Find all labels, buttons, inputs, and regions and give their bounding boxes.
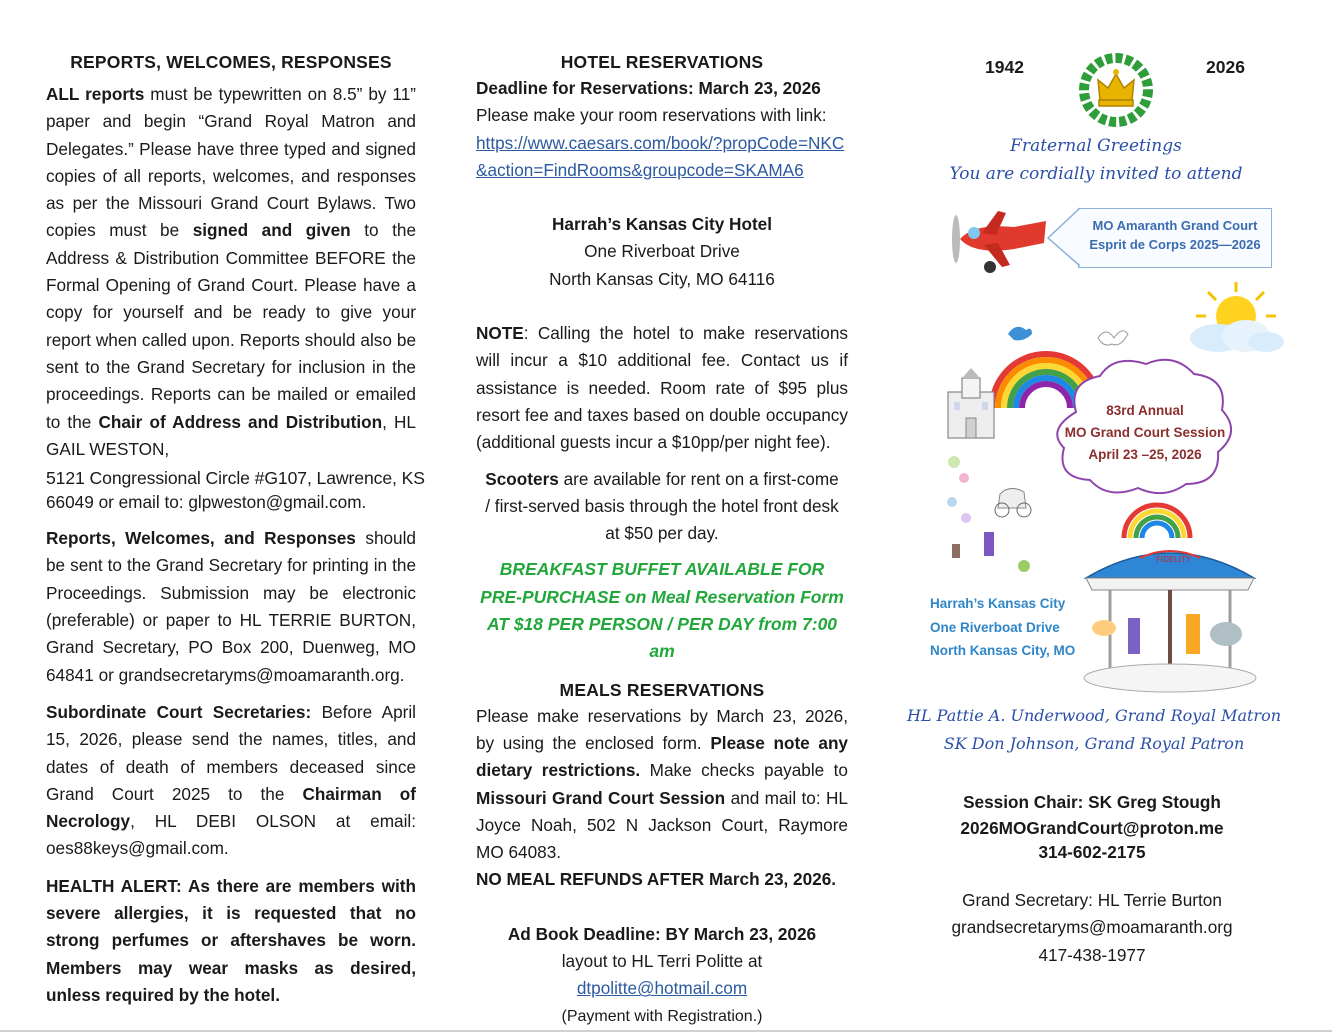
ad-book-line [476, 948, 848, 1003]
meal-refunds: NO MEAL REFUNDS AFTER March 23, 2026. [476, 869, 837, 890]
venue-line-3: North Kansas City, MO [930, 643, 1076, 658]
note-text: : Calling the hotel to make reservations will incur a $10 additional fee. Contact us if assistance is needed. Room rate of $95 plus resort fee and taxes based on double occupancy (additional guests incur a $10pp/per night fee). [476, 323, 848, 453]
greeting-line-1: Fraternal Greetings [1010, 136, 1182, 156]
grand-secretary-phone: 417-438-1977 [1038, 944, 1146, 965]
ad-email-link[interactable]: dtpolitte@hotmail.com [576, 978, 748, 999]
scooters-label: Scooters [485, 468, 559, 489]
venue-line-2: One Riverboat Drive [930, 619, 1060, 635]
secretaries-paragraph [46, 699, 416, 863]
cloud-line-2: MO Grand Court Session [1064, 425, 1226, 440]
reports-text-3: , HL GAIL WESTON, [46, 411, 416, 459]
scooters-paragraph [476, 466, 848, 548]
payable-label: Missouri Grand Court Session [476, 787, 726, 808]
meals-text-2: Make checks payable to [640, 760, 848, 781]
reports-paragraph [46, 81, 416, 463]
hotel-deadline: Deadline for Reservations: March 23, 2026 [476, 78, 821, 98]
session-chair-phone: 314-602-2175 [1038, 842, 1146, 862]
ad-book-text: layout to HL Terri Politte at [561, 951, 763, 972]
carousel-icon [1080, 538, 1260, 694]
secretaries-label: Subordinate Court Secretaries: [46, 701, 312, 722]
right-column [900, 0, 1284, 1000]
meals-text-3: and mail to: HL Joyce Noah, 502 N Jackson Court, Raymore MO 64083. [476, 787, 848, 863]
secretaries-text-1: Before April 15, 2026, please send the names, titles, and dates of death of members deceased since Grand Court 2025 to the [46, 701, 416, 804]
scooters-text: are available for rent on a first-come / first-served basis through the hotel front desk at $50 per day. [485, 468, 839, 544]
sun-with-cloud-icon [1184, 278, 1288, 358]
grand-royal-matron: HL Pattie A. Underwood, Grand Royal Matron [906, 706, 1282, 725]
breakfast-line-3: AT $18 PER PERSON / PER DAY from 7:00 am [486, 614, 838, 662]
hotel-address-1: One Riverboat Drive [584, 241, 740, 262]
reports-text-1: must be typewritten on 8.5” by 11” paper and begin “Grand Royal Matron and Delegates.” Please have three typed and signed copies of all reports, welcomes, and responses as per the Missouri Grand Court Bylaws. Two copies must be [46, 84, 417, 241]
middle-column [476, 52, 848, 1030]
welcomes-label: Reports, Welcomes, and Responses [46, 528, 356, 549]
reports-heading: REPORTS, WELCOMES, RESPONSES [70, 52, 392, 72]
chair-address-label: Chair of Address and Distribution [98, 411, 383, 432]
fidelity-label: FIDELITY [1156, 555, 1191, 564]
session-chair-email: 2026MOGrandCourt@proton.me [960, 818, 1224, 838]
event-banner [1078, 208, 1272, 268]
session-chair: Session Chair: SK Greg Stough [963, 792, 1221, 812]
note-paragraph [476, 320, 848, 456]
small-rainbow-icon [1120, 498, 1194, 538]
cloud-line-1: 83rd Annual [1106, 403, 1184, 418]
wreath-crown-emblem-icon [1076, 52, 1156, 128]
meals-heading: MEALS RESERVATIONS [559, 679, 765, 700]
signed-given-label: signed and given [192, 220, 351, 241]
weston-email-line: 66049 or email to: glpweston@gmail.com. [46, 492, 367, 513]
welcomes-text: should be sent to the Grand Secretary for printing in the Proceedings. Submission may be electronic (preferable) or paper to HL TERRIE BURTON, Grand Secretary, PO Box 200, Duenweg, MO 64841 or grandsecretaryms@moamaranth.org. [46, 528, 416, 685]
hotel-heading: HOTEL RESERVATIONS [560, 52, 764, 72]
secretaries-text-2: , HL DEBI OLSON at email: oes88keys@gmail.com. [46, 811, 416, 859]
left-column [46, 52, 425, 1009]
cloud-text [1050, 400, 1240, 466]
breakfast-block [476, 556, 848, 665]
necrology-label: Chairman of Necrology [46, 783, 416, 832]
grand-secretary-block [900, 887, 1284, 969]
ad-payment-note: (Payment with Registration.) [561, 1007, 763, 1025]
reservation-link-line-1[interactable]: https://www.caesars.com/book/?propCode=NKC [476, 132, 845, 153]
breakfast-line-2: PRE-PURCHASE on Meal Reservation Form [480, 586, 844, 607]
meals-paragraph [476, 703, 848, 867]
hotel-name: Harrah’s Kansas City Hotel [551, 214, 772, 235]
castle-icon [942, 368, 1000, 440]
meals-text-1: Please make reservations by March 23, 2026, by using the enclosed form. [476, 705, 848, 753]
grand-secretary-email: grandsecretaryms@moamaranth.org [951, 917, 1233, 938]
weston-address: 5121 Congressional Circle #G107, Lawrence, KS [46, 468, 425, 489]
all-reports-label: ALL reports [46, 84, 145, 104]
hotel-address-2: North Kansas City, MO 64116 [549, 268, 775, 289]
red-airplane-icon [934, 205, 1054, 277]
banner-line-1: MO Amaranth Grand Court [1092, 218, 1258, 233]
banner-line-2: Esprit de Corps 2025—2026 [1089, 237, 1261, 252]
note-label: NOTE [476, 323, 524, 344]
venue-text [930, 592, 1075, 663]
health-alert: HEALTH ALERT: As there are members with severe allergies, it is requested that no strong perfumes or aftershaves be worn. Members may wear masks as desired, unless required by the hotel. [46, 875, 416, 1005]
banner-tail-icon [1046, 206, 1082, 268]
reports-text-2: to the Address & Distribution Committee BEFORE the Formal Opening of Grand Court. Please have a copy for yourself and be ready to give your report when called upon. Reports should also be sent to the Grand Secretary for inclusion in the proceedings. Reports can be mailed or emailed to the [46, 220, 417, 432]
welcomes-paragraph [46, 525, 416, 689]
reservation-link-block [476, 130, 848, 185]
greeting-line-2: You are cordially invited to attend [949, 164, 1243, 184]
cloud-line-3: April 23 –25, 2026 [1088, 447, 1202, 462]
ad-book-heading: Ad Book Deadline: BY March 23, 2026 [507, 923, 817, 944]
link-intro: Please make your room reservations with link: [476, 105, 827, 126]
garden-decorations-icon [940, 448, 1040, 578]
session-chair-block [900, 789, 1284, 863]
breakfast-line-1: BREAKFAST BUFFET AVAILABLE FOR [499, 559, 825, 580]
grand-royal-patron: SK Don Johnson, Grand Royal Patron [943, 734, 1245, 753]
reservation-link-line-2[interactable]: &action=FindRooms&groupcode=SKAMA6 [476, 159, 804, 180]
grand-secretary: Grand Secretary: HL Terrie Burton [962, 890, 1222, 910]
dietary-label: Please note any dietary restrictions. [476, 732, 848, 781]
year-right: 2026 [1206, 57, 1245, 77]
venue-line-1: Harrah’s Kansas City [930, 596, 1066, 611]
year-left: 1942 [985, 57, 1024, 77]
